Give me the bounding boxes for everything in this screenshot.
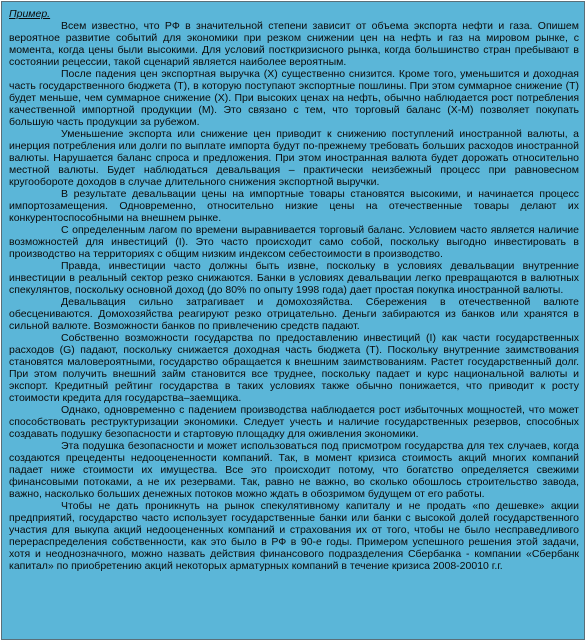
paragraph: Всем известно, что РФ в значительной степени зависит от объема экспорта нефти и газа. Опишем вероятное развитие событий для экономики при резком снижении цен на нефть и газ на мировом рынке, с момента, когда цены были высокими. Для условий посткризисного рынка, когда большинство стран пребывают в состоянии рецессии, такой сценарий является наиболее вероятным.	[9, 20, 579, 68]
paragraph: С определенным лагом по времени выравнивается торговый баланс. Условием часто является наличие возможностей для инвестиций (I). Это часто происходит само собой, поскольку выгодно инвестировать в производство на территориях с общим низким индексом себестоимости в производство.	[9, 224, 579, 260]
paragraph: Правда, инвестиции часто должны быть извне, поскольку в условиях девальвации внутренние инвестиции в реальный сектор резко снижаются. Банки в условиях девальвации легко превращаются в валютных спекулянтов, поскольку основной доход (до 80% по опыту 1998 года) дает простая покупка иностранной валюты.	[9, 260, 579, 296]
paragraph: Девальвация сильно затрагивает и домохозяйства. Сбережения в отечественной валюте обесцениваются. Домохозяйства реагируют резко отрицательно. Деньги забираются из банков или хранятся в сильной валюте. Возможности банков по привлечению средств падают.	[9, 296, 579, 332]
example-heading: Пример.	[9, 8, 51, 20]
paragraph: Собственно возможности государства по предоставлению инвестиций (I) как части государственных расходов (G) падают, поскольку снижается доходная часть бюджета (T). Поскольку внутренние заимствования становятся маловероятными, государство обращается к внешним заимствованиям. Растет государственный долг. При этом получить внешний займ становится все труднее, поскольку падает и курс национальной валюты и экспорт. Кредитный рейтинг государства в таких условиях также обычно понижается, что приводит к росту стоимости кредита для государства–заемщика.	[9, 332, 579, 404]
paragraph: Уменьшение экспорта или снижение цен приводит к снижению поступлений иностранной валюты, а инерция потребления или долги по выплате импорта будут по-прежнему требовать больших расходов иностранной валюты. Нарушается баланс спроса и предложения. При этом иностранная валюта будет дорожать относительно местной валюты. Будет наблюдаться девальвация – практически неизбежный процесс при равновесном кругообороте доходов в случае длительного снижения экспортной выручки.	[9, 128, 579, 188]
paragraph: Чтобы не дать проникнуть на рынок спекулятивному капиталу и не продать «по дешевке» акции предприятий, государство часто использует государственные банки или банки с высокой долей государственного участия для выкупа акций недооцененных компаний и страхования их от того, чтобы не было несправедливого перераспределения собственности, как это было в РФ в 90-е годы. Примером успешного решения этой задачи, хотя и неоднозначного, можно назвать действия финансового подразделения Сбербанка - компании «Сбербанк капитал» по приобретению акций некоторых арматурных компаний в течение кризиса 2008-20010 г.г.	[9, 500, 579, 572]
paragraph: После падения цен экспортная выручка (X) существенно снизится. Кроме того, уменьшится и доходная часть государственного бюджета (T), в которую поступают экспортные пошлины. При этом суммарное снижение (T) будет меньше, чем суммарное снижение (X). При высоких ценах на нефть, обычно наблюдается рост потребления качественной импортной продукции (M). Это связано с тем, что торговый баланс (X-M) позволяет покупать большую часть продукции за рубежом.	[9, 68, 579, 128]
paragraph: Эта подушка безопасности и может использоваться под присмотром государства для тех случаев, когда создаются прецеденты недооцененности компаний. Так, в момент кризиса стоимость акций многих компаний падает ниже стоимости их имущества. Все это происходит потому, что богатство определяется свежими финансовыми потоками, а не их резервами. Так, равно не важно, во сколько обошлось строительство завода, важно, насколько больших денежных потоков можно ждать в обозримом будущем от его работы.	[9, 440, 579, 500]
paragraph: Однако, одновременно с падением производства наблюдается рост избыточных мощностей, что может способствовать реструктуризации экономики. Следует учесть и наличие государственных резервов, способных создавать подушку безопасности и стартовую площадку для оживления экономики.	[9, 404, 579, 440]
document-frame	[1, 1, 585, 640]
paragraph: В результате девальвации цены на импортные товары становятся высокими, и начинается процесс импортозамещения. Одновременно, относительно низкие цены на отечественные товары делают их конкурентоспособными на внешнем рынке.	[9, 188, 579, 224]
